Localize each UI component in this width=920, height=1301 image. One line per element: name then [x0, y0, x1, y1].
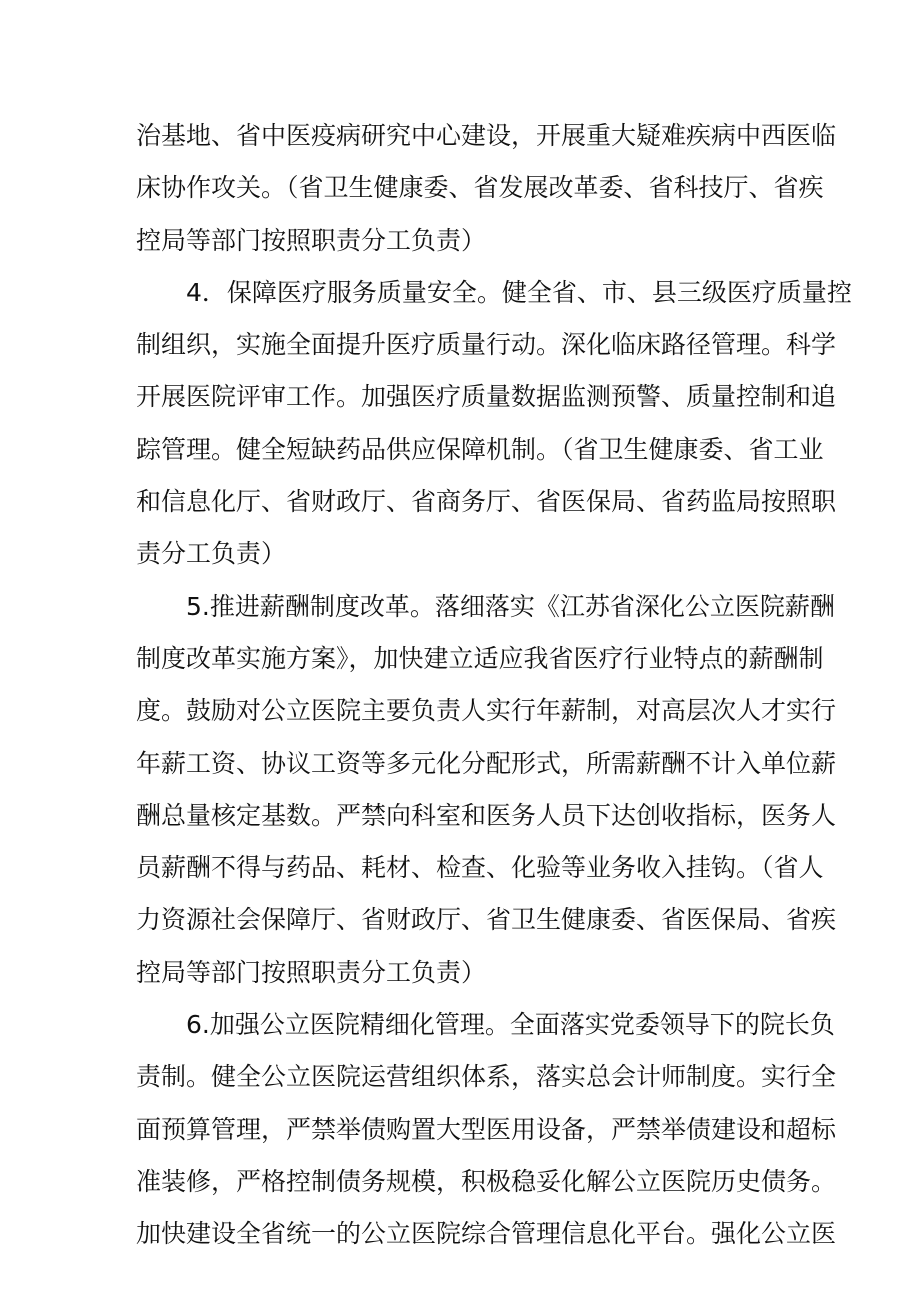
paragraph-5-line-1: 5.推进薪酬制度改革。落细落实《江苏省深化公立医院薪酬	[186, 591, 835, 621]
paragraph-5-line-6: 员薪酬不得与药品、耗材、检查、化验等业务收入挂钩。（省人	[136, 853, 824, 883]
paragraph-6-line-2: 责制。健全公立医院运营组织体系，落实总会计师制度。实行全	[136, 1062, 837, 1092]
paragraph-3-line-1: 治基地、省中医疫病研究中心建设，开展重大疑难疾病中西医临	[136, 121, 837, 150]
paragraph-6-line-5: 加快建设全省统一的公立医院综合管理信息化平台。强化公立医	[136, 1219, 837, 1249]
paragraph-4-line-1: 4．保障医疗服务质量安全。健全省、市、县三级医疗质量控	[186, 277, 852, 307]
paragraph-6-line-4: 准装修，严格控制债务规模，积极稳妥化解公立医院历史债务。	[136, 1166, 837, 1196]
paragraph-5-line-8: 控局等部门按照职责分工负责）	[136, 957, 487, 987]
paragraph-6-line-3: 面预算管理，严禁举债购置大型医用设备，严禁举债建设和超标	[136, 1114, 837, 1144]
paragraph-6-line-1: 6.加强公立医院精细化管理。全面落实党委领导下的院长负	[186, 1010, 835, 1040]
paragraph-4-line-5: 和信息化厅、省财政厅、省商务厅、省医保局、省药监局按照职	[136, 487, 837, 517]
paragraph-5-line-4: 年薪工资、协议工资等多元化分配形式，所需薪酬不计入单位薪	[136, 748, 837, 778]
document-body	[136, 110, 852, 1261]
paragraph-4-line-3: 开展医院评审工作。加强医疗质量数据监测预警、质量控制和追	[136, 382, 837, 412]
paragraph-5-line-5: 酬总量核定基数。严禁向科室和医务人员下达创收指标，医务人	[136, 800, 837, 830]
paragraph-5-line-2: 制度改革实施方案》，加快建立适应我省医疗行业特点的薪酬制	[136, 643, 824, 673]
paragraph-4-line-6: 责分工负责）	[136, 539, 287, 569]
paragraph-3-line-2: 床协作攻关。（省卫生健康委、省发展改革委、省科技厅、省疾	[136, 173, 824, 203]
paragraph-4-line-2: 制组织，实施全面提升医疗质量行动。深化临床路径管理。科学	[136, 330, 837, 360]
paragraph-3-line-3: 控局等部门按照职责分工负责）	[136, 225, 487, 255]
paragraph-5-line-7: 力资源社会保障厅、省财政厅、省卫生健康委、省医保局、省疾	[136, 905, 837, 935]
paragraph-5-line-3: 度。鼓励对公立医院主要负责人实行年薪制，对高层次人才实行	[136, 696, 837, 726]
paragraph-4-line-4: 踪管理。健全短缺药品供应保障机制。（省卫生健康委、省工业	[136, 434, 824, 464]
